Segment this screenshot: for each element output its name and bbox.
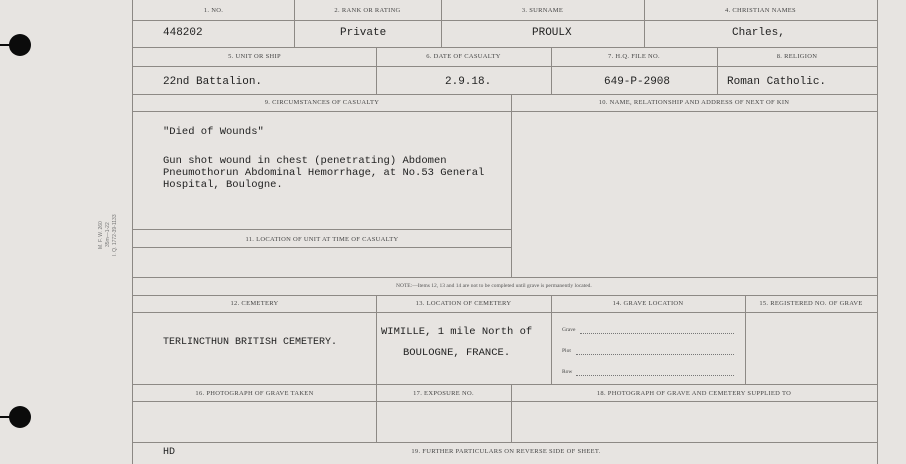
- header-location-of-unit: 11. LOCATION OF UNIT AT TIME OF CASUALTY: [245, 236, 399, 243]
- rule: [133, 277, 878, 278]
- header-exposure-no: 17. EXPOSURE NO.: [413, 390, 474, 397]
- service-number: 448202: [163, 27, 203, 39]
- row-label: Row: [562, 369, 573, 375]
- header-hq-file: 7. H.Q. FILE NO.: [608, 53, 660, 60]
- circumstances-line: Pneumothorun Abdominal Hemorrhage, at No.53 General: [163, 167, 485, 179]
- date-value: 2.9.18.: [445, 76, 492, 88]
- christian-names-value: Charles,: [732, 27, 785, 39]
- rule: [133, 312, 878, 313]
- circumstances-line: Gun shot wound in chest (penetrating) Abdomen: [163, 155, 447, 167]
- rule: [133, 295, 878, 296]
- form-code: M. F. W. 260 35m—1-22 I. Q. 1772-39-1133: [98, 214, 118, 256]
- binder-hole-bottom: [9, 406, 31, 428]
- plot-line: [576, 354, 734, 355]
- rule: [133, 111, 878, 112]
- rule: [133, 384, 878, 385]
- rule: [551, 295, 552, 384]
- circumstances-title: "Died of Wounds": [163, 126, 264, 138]
- cemetery-location-line-2: BOULOGNE, FRANCE.: [403, 347, 511, 359]
- binder-hole-top: [9, 34, 31, 56]
- rule: [133, 247, 511, 248]
- header-no: 1. NO.: [203, 7, 224, 14]
- surname-value: PROULX: [532, 27, 572, 39]
- header-photograph-taken: 16. PHOTOGRAPH OF GRAVE TAKEN: [195, 390, 314, 397]
- hq-file-value: 649-P-2908: [604, 76, 671, 88]
- grave-label: Grave: [562, 327, 576, 333]
- header-circumstances: 9. CIRCUMSTANCES OF CASUALTY: [264, 99, 380, 106]
- rank-value: Private: [340, 27, 387, 39]
- cemetery-location-line-1: WIMILLE, 1 mile North of: [381, 326, 533, 338]
- rule: [133, 442, 878, 443]
- header-next-of-kin: 10. NAME, RELATIONSHIP AND ADDRESS OF NEXT OF KIN: [598, 99, 790, 106]
- circumstances-line: Hospital, Boulogne.: [163, 179, 283, 191]
- unit-value: 22nd Battalion.: [163, 76, 263, 88]
- grave-line: [580, 333, 734, 334]
- header-surname: 3. SURNAME: [521, 7, 564, 14]
- rule: [877, 0, 878, 464]
- header-registered-no: 15. REGISTERED NO. OF GRAVE: [759, 300, 863, 307]
- completion-note: NOTE:—Items 12, 13 and 14 are not to be completed until grave is permanently located.: [396, 283, 592, 289]
- plot-label: Plot: [562, 348, 571, 354]
- rule: [133, 401, 878, 402]
- rule: [511, 94, 512, 277]
- circumstances-text: [163, 155, 484, 191]
- rule: [133, 47, 878, 48]
- header-grave-location: 14. GRAVE LOCATION: [612, 300, 684, 307]
- further-particulars: 19. FURTHER PARTICULARS ON REVERSE SIDE OF SHEET.: [411, 448, 601, 455]
- header-christian-names: 4. CHRISTIAN NAMES: [725, 7, 796, 14]
- header-photograph-supplied: 18. PHOTOGRAPH OF GRAVE AND CEMETERY SUPPLIED TO: [596, 390, 792, 397]
- cemetery-value: TERLINCTHUN BRITISH CEMETERY.: [163, 337, 338, 348]
- header-cemetery: 12. CEMETERY: [230, 300, 279, 307]
- rule: [745, 295, 746, 384]
- religion-value: Roman Catholic.: [727, 76, 827, 88]
- rule: [133, 94, 878, 95]
- header-rank: 2. RANK OR RATING: [334, 7, 401, 14]
- rule: [133, 66, 878, 67]
- row-line: [576, 375, 734, 376]
- clerk-initials: HD: [163, 447, 176, 458]
- rule: [133, 20, 878, 21]
- rule: [376, 295, 377, 384]
- header-unit: 5. UNIT OR SHIP: [228, 53, 281, 60]
- rule: [133, 229, 511, 230]
- header-location-of-cemetery: 13. LOCATION OF CEMETERY: [415, 300, 512, 307]
- header-religion: 8. RELIGION: [776, 53, 818, 60]
- header-date: 6. DATE OF CASUALTY: [426, 53, 501, 60]
